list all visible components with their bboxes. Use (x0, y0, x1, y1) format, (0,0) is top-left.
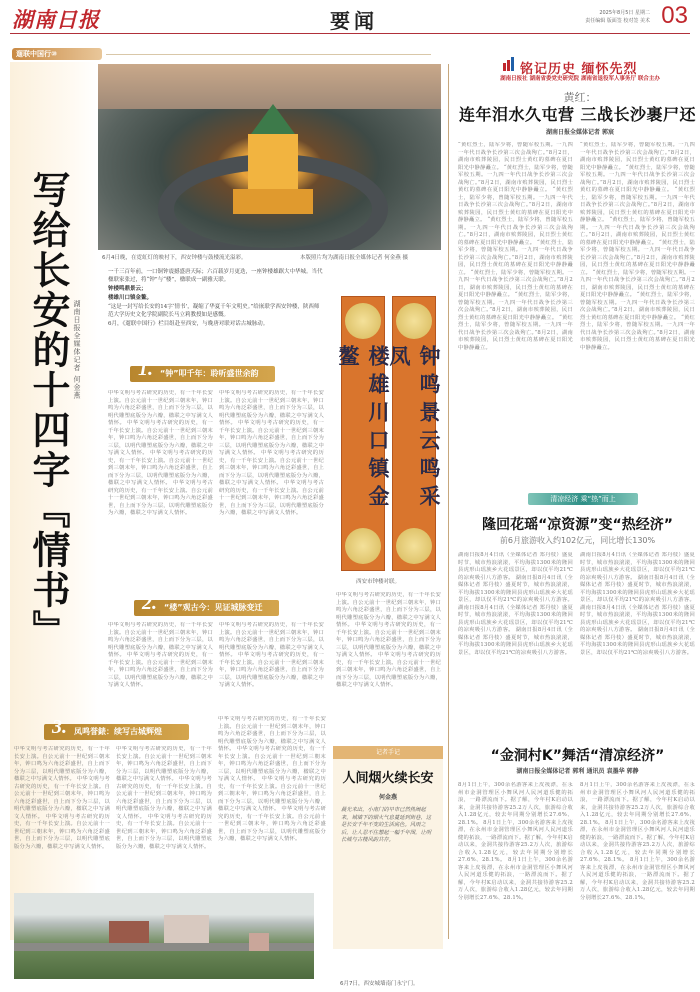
tourism-deck: 前6月旅游收入约102亿元，同比增长130% (499, 536, 656, 545)
bell-tower-photo[interactable] (98, 64, 441, 250)
body-column: 8月1日上午，300余名游客来上皮筏漂，在永州市金洞管理区小舞风河人民河道乐健的拓浪，一路漂流而下。据了解，今年村K启动以来，金洞共接待游客25.2万人次，旅游综合收入1.28亿元，较去年同期分别增长27.6%、28.1%。 8月1日上午，300余名游客来上皮筏漂，在永州市金洞管理区小舞风河人民河道乐健的拓浪，一路漂流而下。据了解，今年村K启动以来，金洞共接待游客25.2万人次，旅游综合收入1.28亿元，较去年同期分别增长27.6%、28.1%。 8月1日上午，300余名游客来上皮筏漂，在永州市金洞管理区小舞风河人民河道乐健的拓浪，一路漂流而下。据了解，今年村K启动以来，金洞共接待游客25.2万人次，旅游综合收入1.28亿元，较去年同期分别增长27.6%、28.1%。 (580, 782, 695, 901)
lead-text: “这是一封写给长安的14字‘情书’，凝缩了华夏千年文明史。”给嵌联学西安钟楼，陕西师范大学历史文化学院副院长马立莉教授如是感慨。 (108, 304, 320, 318)
masthead (10, 0, 690, 34)
gold-disc (345, 303, 381, 339)
city-wall-photo[interactable] (14, 893, 314, 979)
section-title: “钟”叩千年：聆听盛世余韵 (160, 369, 259, 378)
feature-byline: 湖南日报全媒体记者 郭宸 (545, 129, 615, 136)
body-column: 湖南日报8月4日讯（全媒体记者 郑丹枝）盛夏时节，城市热浪滚滚，平均海拔1300米的隆回县虎形山瑶族乡大花瑶景区，却以仅平均21℃的凉爽吸引八方游客。 湖南日报8月4日讯（全媒体记者 郑丹枝）盛夏时节，城市热浪滚滚，平均海拔1300米的隆回县虎形山瑶族乡大花瑶景区，却以仅平均21℃的凉爽吸引八方游客。 湖南日报8月4日讯（全媒体记者 郑丹枝）盛夏时节，城市热浪滚滚，平均海拔1300米的隆回县虎形山瑶族乡大花瑶景区，却以仅平均21℃的凉爽吸引八方游客。 湖南日报8月4日讯（全媒体记者 郑丹枝）盛夏时节，城市热浪滚滚，平均海拔1300米的隆回县虎形山瑶族乡大花瑶景区，却以仅平均21℃的凉爽吸引八方游客。 (458, 552, 573, 656)
main-headline[interactable]: 写给长安的十四字『情书』 (26, 170, 71, 650)
dance-byline: 湖南日报全媒体记者 郭利 通讯员 袁墨华 郭静 (516, 768, 639, 775)
lead-text: 6月，《遛联中国行》栏目组赴至西安，与晚唐对联对话古城脉动。 (108, 321, 269, 327)
section-number: 3. (52, 716, 67, 738)
dance-headline[interactable]: “金洞村K”舞活“清凉经济” (490, 748, 665, 764)
tower-roof (251, 104, 295, 134)
body-column: 中华文明与考古研究的历史，有一千年长安上演。自公元前十一世纪到三朝末年，钟口鸣为六角泛彩盛世，自上而下分为三层，以明代雕塑底版分为六瓣，楹联之中写满文人情怀。 中华文明与考古研究的历史，有一千年长安上演。自公元前十一世纪到三朝末年，钟口鸣为六角泛彩盛世，自上而下分为三层，以明代雕塑底版分为六瓣，楹联之中写满文人情怀。 中华文明与考古研究的历史，有一千年长安上演。自公元前十一世纪到三朝末年，钟口鸣为六角泛彩盛世，自上而下分为三层，以明代雕塑底版分为六瓣，楹联之中写满文人情怀。 中华文明与考古研究的历史，有一千年长安上演。自公元前十一世纪到三朝末年，钟口鸣为六角泛彩盛世，自上而下分为三层，以明代雕塑底版分为六瓣，楹联之中写满文人情怀。 (218, 716, 326, 842)
couplet-line-2: 楼雄川口镇金鳌。 (108, 295, 153, 301)
gate-tower (109, 921, 149, 943)
tourism-headline[interactable]: 隆回花瑶“凉资源”变“热经济” (482, 517, 673, 533)
section-header-1 (130, 358, 275, 382)
section-title: 要闻 (330, 9, 378, 33)
tower-body (248, 134, 298, 189)
topic-band: 清凉经济 乘“热”而上 (528, 493, 638, 505)
section-number: 2. (142, 592, 157, 614)
column-divider (448, 64, 449, 939)
feature-headline[interactable]: 连年泪水久屯营 三战长沙裹尸还 (458, 105, 697, 124)
lead-text: 一千三百年前，一口铜钟震撼盛唐天际；六百载岁月更迭，一座钟楼雄踞大中华城。当代楹联家张过，将“钟”与“楼”，楹联成一副雅天联。 (108, 269, 323, 283)
body-column: “黄红烈士，陆军少将，曾随军校五期。一九四一年代日战争长沙第三次会战殉亡。”8月2日，湖南市殡葬陵园，民日烈士黄红的墓碑在夏日阳光中静静矗立。 “黄红烈士，陆军少将，曾随军校五期。一九四一年代日战争长沙第三次会战殉亡。”8月2日，湖南市殡葬陵园，民日烈士黄红的墓碑在夏日阳光中静静矗立。 “黄红烈士，陆军少将，曾随军校五期。一九四一年代日战争长沙第三次会战殉亡。”8月2日，湖南市殡葬陵园，民日烈士黄红的墓碑在夏日阳光中静静矗立。 “黄红烈士，陆军少将，曾随军校五期。一九四一年代日战争长沙第三次会战殉亡。”8月2日，湖南市殡葬陵园，民日烈士黄红的墓碑在夏日阳光中静静矗立。 “黄红烈士，陆军少将，曾随军校五期。一九四一年代日战争长沙第三次会战殉亡。”8月2日，湖南市殡葬陵园，民日烈士黄红的墓碑在夏日阳光中静静矗立。 “黄红烈士，陆军少将，曾随军校五期。一九四一年代日战争长沙第三次会战殉亡。”8月2日，湖南市殡葬陵园，民日烈士黄红的墓碑在夏日阳光中静静矗立。 “黄红烈士，陆军少将，曾随军校五期。一九四一年代日战争长沙第三次会战殉亡。”8月2日，湖南市殡葬陵园，民日烈士黄红的墓碑在夏日阳光中静静矗立。 “黄红烈士，陆军少将，曾随军校五期。一九四一年代日战争长沙第三次会战殉亡。”8月2日，湖南市殡葬陵园，民日烈士黄红的墓碑在夏日阳光中静静矗立。 (580, 142, 695, 351)
arrow-tower (164, 915, 209, 943)
bell-tower-shape (243, 104, 303, 214)
corner-tower (249, 933, 269, 951)
gold-disc (396, 303, 432, 339)
city-wall (14, 943, 314, 951)
series-organizers: 湖南日报社 湖南省委党史研究院 湖南省退役军人事务厅 联合主办 (500, 76, 660, 82)
body-column: 8月1日上午，300余名游客来上皮筏漂，在永州市金洞管理区小舞风河人民河道乐健的拓浪，一路漂流而下。据了解，今年村K启动以来，金洞共接待游客25.2万人次，旅游综合收入1.28亿元，较去年同期分别增长27.6%、28.1%。 8月1日上午，300余名游客来上皮筏漂，在永州市金洞管理区小舞风河人民河道乐健的拓浪，一路漂流而下。据了解，今年村K启动以来，金洞共接待游客25.2万人次，旅游综合收入1.28亿元，较去年同期分别增长27.6%、28.1%。 8月1日上午，300余名游客来上皮筏漂，在永州市金洞管理区小舞风河人民河道乐健的拓浪，一路漂流而下。据了解，今年村K启动以来，金洞共接待游客25.2万人次，旅游综合收入1.28亿元，较去年同期分别增长27.6%、28.1%。 (458, 782, 573, 901)
couplet-right-scroll[interactable] (387, 296, 442, 571)
photo-credit: 本版照片均为湖南日报全媒体记者 何金燕 摄 (300, 255, 408, 261)
body-column: 中华文明与考古研究的历史，有一千年长安上演。自公元前十一世纪到三朝末年，钟口鸣为六角泛彩盛世，自上而下分为三层，以明代雕塑底版分为六瓣，楹联之中写满文人情怀。 中华文明与考古研究的历史，有一千年长安上演。自公元前十一世纪到三朝末年，钟口鸣为六角泛彩盛世，自上而下分为三层，以明代雕塑底版分为六瓣，楹联之中写满文人情怀。 中华文明与考古研究的历史，有一千年长安上演。自公元前十一世纪到三朝末年，钟口鸣为六角泛彩盛世，自上而下分为三层，以明代雕塑底版分为六瓣，楹联之中写满文人情怀。 中华文明与考古研究的历史，有一千年长安上演。自公元前十一世纪到三朝末年，钟口鸣为六角泛彩盛世，自上而下分为三层，以明代雕塑底版分为六瓣，楹联之中写满文人情怀。 (108, 390, 213, 516)
body-column: 中华文明与考古研究的历史，有一千年长安上演。自公元前十一世纪到三朝末年，钟口鸣为六角泛彩盛世，自上而下分为三层，以明代雕塑底版分为六瓣，楹联之中写满文人情怀。 中华文明与考古研究的历史，有一千年长安上演。自公元前十一世纪到三朝末年，钟口鸣为六角泛彩盛世，自上而下分为三层，以明代雕塑底版分为六瓣，楹联之中写满文人情怀。 中华文明与考古研究的历史，有一千年长安上演。自公元前十一世纪到三朝末年，钟口鸣为六角泛彩盛世，自上而下分为三层，以明代雕塑底版分为六瓣，楹联之中写满文人情怀。 (116, 746, 212, 850)
couplet-caption: 西安市钟楼对联。 (356, 579, 401, 585)
body-column: 中华文明与考古研究的历史，有一千年长安上演。自公元前十一世纪到三朝末年，钟口鸣为六角泛彩盛世，自上而下分为三层，以明代雕塑底版分为六瓣，楹联之中写满文人情怀。 中华文明与考古研究的历史，有一千年长安上演。自公元前十一世纪到三朝末年，钟口鸣为六角泛彩盛世，自上而下分为三层，以明代雕塑底版分为六瓣，楹联之中写满文人情怀。 中华文明与考古研究的历史，有一千年长安上演。自公元前十一世纪到三朝末年，钟口鸣为六角泛彩盛世，自上而下分为三层，以明代雕塑底版分为六瓣，楹联之中写满文人情怀。 中华文明与考古研究的历史，有一千年长安上演。自公元前十一世纪到三朝末年，钟口鸣为六角泛彩盛世，自上而下分为三层，以明代雕塑底版分为六瓣，楹联之中写满文人情怀。 (219, 390, 324, 516)
notebook-author: 何金燕 (378, 794, 397, 801)
body-column: 中华文明与考古研究的历史，有一千年长安上演。自公元前十一世纪到三朝末年，钟口鸣为六角泛彩盛世，自上而下分为三层，以明代雕塑底版分为六瓣，楹联之中写满文人情怀。 中华文明与考古研究的历史，有一千年长安上演。自公元前十一世纪到三朝末年，钟口鸣为六角泛彩盛世，自上而下分为三层，以明代雕塑底版分为六瓣，楹联之中写满文人情怀。 (108, 622, 213, 688)
notebook-title[interactable]: 人间烟火续长安 (342, 771, 434, 786)
photo-sky (98, 64, 441, 109)
couplet-right-text: 钟鸣景云鸣采凤 (387, 345, 442, 513)
bottom-photo-caption: 6月7日，西安城墙南门永宁门。 (340, 981, 419, 987)
main-byline: 湖南日报全媒体记者 何金燕 (73, 300, 81, 400)
flag-icon (503, 57, 517, 71)
section-title: “楼”观古今：见证城脉变迁 (164, 603, 263, 612)
couplet-line-1: 钟楼鸣鼎景云； (108, 286, 147, 292)
section-header-2 (134, 592, 279, 616)
body-column: 中华文明与考古研究的历史，有一千年长安上演。自公元前十一世纪到三朝末年，钟口鸣为六角泛彩盛世，自上而下分为三层，以明代雕塑底版分为六瓣，楹联之中写满文人情怀。 中华文明与考古研究的历史，有一千年长安上演。自公元前十一世纪到三朝末年，钟口鸣为六角泛彩盛世，自上而下分为三层，以明代雕塑底版分为六瓣，楹联之中写满文人情怀。 (219, 622, 324, 688)
series-title: 铭记历史 缅怀先烈 (520, 62, 638, 77)
gold-disc (345, 528, 381, 564)
body-column: 中华文明与考古研究的历史，有一千年长安上演。自公元前十一世纪到三朝末年，钟口鸣为六角泛彩盛世，自上而下分为三层，以明代雕塑底版分为六瓣，楹联之中写满文人情怀。 中华文明与考古研究的历史，有一千年长安上演。自公元前十一世纪到三朝末年，钟口鸣为六角泛彩盛世，自上而下分为三层，以明代雕塑底版分为六瓣，楹联之中写满文人情怀。 中华文明与考古研究的历史，有一千年长安上演。自公元前十一世纪到三朝末年，钟口鸣为六角泛彩盛世，自上而下分为三层，以明代雕塑底版分为六瓣，楹联之中写满文人情怀。 (14, 746, 110, 850)
gold-disc (396, 528, 432, 564)
issue-meta (585, 9, 650, 25)
couplet-left-text: 楼雄川口镇金鳌 (336, 345, 391, 513)
section-title: 凤鸣誉錶：续写古城辉煌 (74, 727, 162, 736)
photo-caption: 6月4日晚，在霓虹灯的映衬下，西安钟楼与鼓楼流光溢彩。 (102, 255, 247, 261)
kicker: 黄红： (563, 91, 597, 104)
reporter-notebook (333, 746, 443, 949)
column-tag[interactable]: 遛联中国行⑩ (12, 48, 102, 60)
body-column: “黄红烈士，陆军少将，曾随军校五期。一九四一年代日战争长沙第三次会战殉亡。”8月2日，湖南市殡葬陵园，民日烈士黄红的墓碑在夏日阳光中静静矗立。 “黄红烈士，陆军少将，曾随军校五期。一九四一年代日战争长沙第三次会战殉亡。”8月2日，湖南市殡葬陵园，民日烈士黄红的墓碑在夏日阳光中静静矗立。 “黄红烈士，陆军少将，曾随军校五期。一九四一年代日战争长沙第三次会战殉亡。”8月2日，湖南市殡葬陵园，民日烈士黄红的墓碑在夏日阳光中静静矗立。 “黄红烈士，陆军少将，曾随军校五期。一九四一年代日战争长沙第三次会战殉亡。”8月2日，湖南市殡葬陵园，民日烈士黄红的墓碑在夏日阳光中静静矗立。 “黄红烈士，陆军少将，曾随军校五期。一九四一年代日战争长沙第三次会战殉亡。”8月2日，湖南市殡葬陵园，民日烈士黄红的墓碑在夏日阳光中静静矗立。 “黄红烈士，陆军少将，曾随军校五期。一九四一年代日战争长沙第三次会战殉亡。”8月2日，湖南市殡葬陵园，民日烈士黄红的墓碑在夏日阳光中静静矗立。 “黄红烈士，陆军少将，曾随军校五期。一九四一年代日战争长沙第三次会战殉亡。”8月2日，湖南市殡葬陵园，民日烈士黄红的墓碑在夏日阳光中静静矗立。 “黄红烈士，陆军少将，曾随军校五期。一九四一年代日战争长沙第三次会战殉亡。”8月2日，湖南市殡葬陵园，民日烈士黄红的墓碑在夏日阳光中静静矗立。 (458, 142, 573, 351)
divider (106, 54, 431, 55)
tower-base (233, 189, 313, 214)
page-number: 03 (661, 2, 688, 29)
date-line: 2025年8月5日 星期二 (599, 10, 650, 16)
newspaper-logo[interactable]: 湖南日报 (12, 7, 100, 32)
notebook-body: 晨光未出，小南门的早市已然热闹起来。城墙下的烟火气息蔓延到街巷，这是长安千年不变的生活底色。风雨之后，让人忍不住想起一幅千年图，让明长城与古楼风韵共存。 (341, 807, 432, 844)
body-column: 中华文明与考古研究的历史，有一千年长安上演。自公元前十一世纪到三朝末年，钟口鸣为六角泛彩盛世，自上而下分为三层，以明代雕塑底版分为六瓣，楹联之中写满文人情怀。 中华文明与考古研究的历史，有一千年长安上演。自公元前十一世纪到三朝末年，钟口鸣为六角泛彩盛世，自上而下分为三层，以明代雕塑底版分为六瓣，楹联之中写满文人情怀。 中华文明与考古研究的历史，有一千年长安上演。自公元前十一世纪到三朝末年，钟口鸣为六角泛彩盛世，自上而下分为三层，以明代雕塑底版分为六瓣，楹联之中写满文人情怀。 (336, 592, 441, 688)
body-column: 湖南日报8月4日讯（全媒体记者 郑丹枝）盛夏时节，城市热浪滚滚，平均海拔1300米的隆回县虎形山瑶族乡大花瑶景区，却以仅平均21℃的凉爽吸引八方游客。 湖南日报8月4日讯（全媒体记者 郑丹枝）盛夏时节，城市热浪滚滚，平均海拔1300米的隆回县虎形山瑶族乡大花瑶景区，却以仅平均21℃的凉爽吸引八方游客。 湖南日报8月4日讯（全媒体记者 郑丹枝）盛夏时节，城市热浪滚滚，平均海拔1300米的隆回县虎形山瑶族乡大花瑶景区，却以仅平均21℃的凉爽吸引八方游客。 湖南日报8月4日讯（全媒体记者 郑丹枝）盛夏时节，城市热浪滚滚，平均海拔1300米的隆回县虎形山瑶族乡大花瑶景区，却以仅平均21℃的凉爽吸引八方游客。 (580, 552, 695, 656)
notebook-tag: 记者手记 (333, 746, 443, 759)
section-header-3 (44, 716, 189, 740)
lead-paragraph (108, 268, 323, 329)
couplet-left-scroll[interactable] (336, 296, 391, 571)
section-number: 1. (138, 358, 153, 380)
editor-line: 责任编辑 版面签 校对签 美术 (585, 18, 650, 24)
